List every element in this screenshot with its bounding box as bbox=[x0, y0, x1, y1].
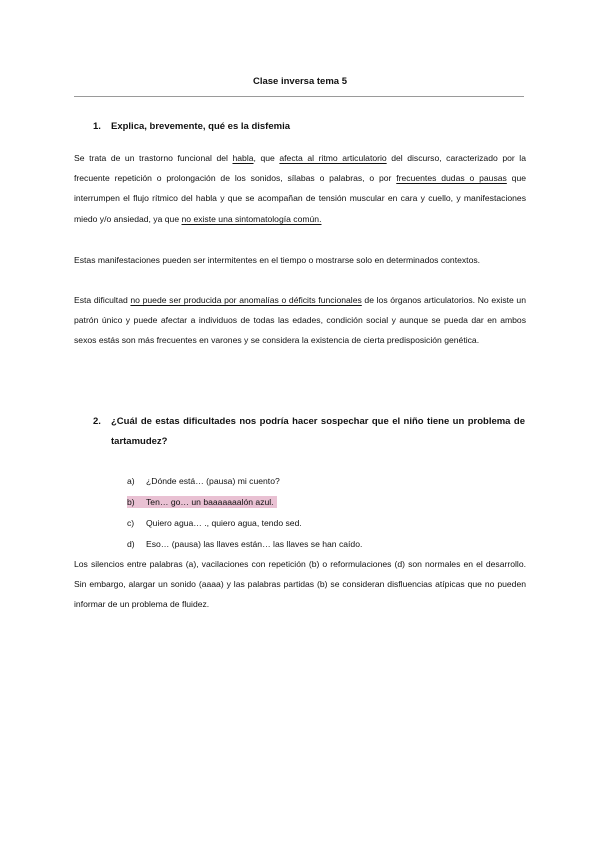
underlined-term: frecuentes dudas o pausas bbox=[396, 173, 507, 184]
option-b bbox=[127, 492, 277, 512]
option-letter: d) bbox=[127, 539, 135, 549]
option-text: Quiero agua… ., quiero agua, tendo sed. bbox=[146, 518, 302, 528]
option-letter: b) bbox=[127, 497, 135, 507]
title-divider bbox=[74, 96, 524, 97]
option-a bbox=[127, 471, 280, 491]
option-letter: c) bbox=[127, 518, 135, 528]
option-text: Ten… go… un baaaaaaalón azul. bbox=[146, 497, 274, 507]
answer-1-paragraph-2: Estas manifestaciones pueden ser intermitentes en el tiempo o mostrarse solo en determinados contextos. bbox=[74, 255, 481, 265]
underlined-term: afecta al ritmo articulatorio bbox=[279, 153, 387, 163]
underlined-term: no existe una sintomatología común. bbox=[181, 213, 322, 224]
option-d bbox=[127, 534, 362, 554]
answer-1-paragraph-3: Esta dificultad no puede ser producida por anomalías o déficits funcionales de los órganos articulatorios. No existe un patrón único y puede afectar a individuos de todas las edades, condición social y aunque se pueda dar en ambos sexos estás son más frecuentes en varones y se considera la existencia de cierta predisposición genética. bbox=[74, 295, 526, 346]
highlighted-option bbox=[127, 496, 277, 508]
option-c bbox=[127, 513, 302, 533]
underlined-term: habla bbox=[232, 153, 254, 163]
question-1-text: Explica, brevemente, qué es la disfemia bbox=[111, 121, 290, 132]
question-2-text: ¿Cuál de estas dificultades nos podría hacer sospechar que el niño tiene un problema de tartamudez? bbox=[111, 416, 525, 447]
question-1-number: 1. bbox=[93, 121, 101, 132]
answer-2-paragraph: Los silencios entre palabras (a), vacilaciones con repetición (b) o reformulaciones (d) son normales en el desarrollo. Sin embargo, alargar un sonido (aaaa) y las palabras partidas (b) se consideran disfluencias atípicas que no pueden informar de un problema de fluidez. bbox=[74, 559, 526, 610]
option-text: ¿Dónde está… (pausa) mi cuento? bbox=[146, 476, 280, 486]
underlined-term: no puede ser producida por anomalías o déficits funcionales bbox=[130, 295, 362, 305]
answer-1-paragraph-1: Se trata de un trastorno funcional del habla, que afecta al ritmo articulatorio del discurso, caracterizado por la frecuente repetición o prolongación de los sonidos, sílabas o palabras, o por frecuentes dudas o pausas que interrumpen el flujo rítmico del habla y que se acompañan de tensión muscular en cara y cuello, y manifestaciones miedo y/o ansiedad, ya que no existe una sintomatología común. bbox=[74, 153, 527, 224]
option-letter: a) bbox=[127, 476, 135, 486]
document-title: Clase inversa tema 5 bbox=[252, 76, 347, 87]
option-text: Eso… (pausa) las llaves están… las llaves se han caído. bbox=[146, 539, 363, 549]
question-2-number: 2. bbox=[93, 416, 101, 427]
